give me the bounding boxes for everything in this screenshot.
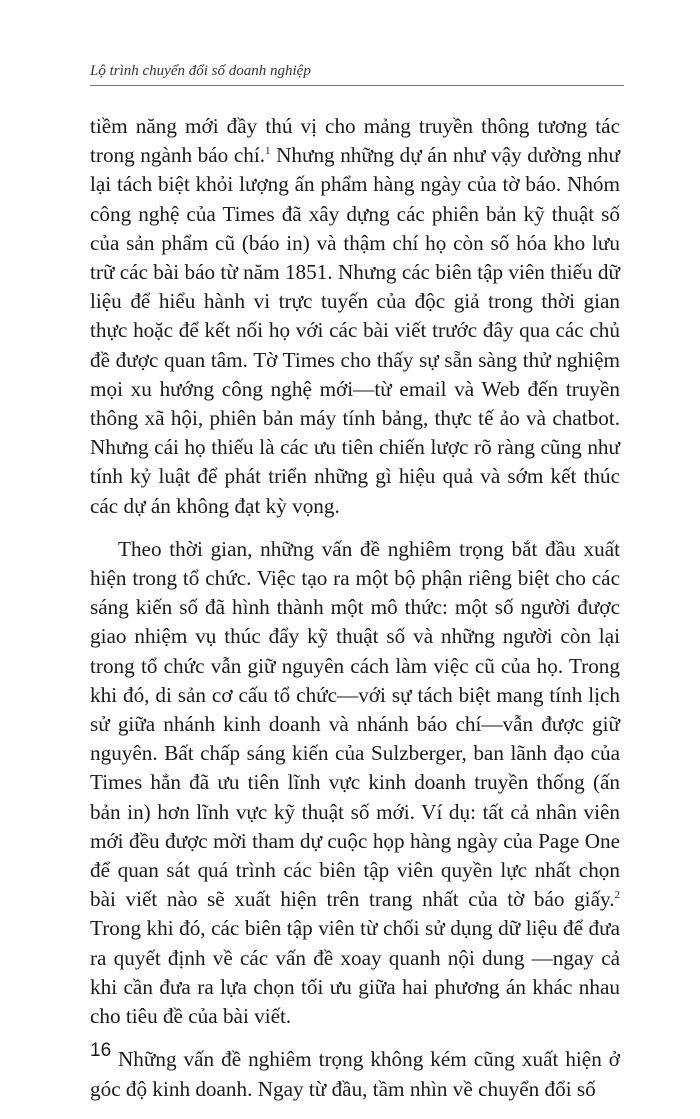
body-text	[90, 112, 620, 1104]
paragraph-1-text-b: Nhưng những dự án như vậy dường như lại tách biệt khỏi lượng ấn phẩm hàng ngày của tờ báo. Nhóm công nghệ của Times đã xây dựng các phiên bản kỹ thuật số của sản phẩm cũ (báo in) và thậm chí họ còn số hóa kho lưu trữ các bài báo từ năm 1851. Nhưng các biên tập viên thiếu dữ liệu để hiểu hành vi trực tuyến của độc giả trong thời gian thực hoặc để kết nối họ với các bài viết trước đây qua các chủ đề được quan tâm. Tờ Times cho thấy sự sẵn sàng thử nghiệm mọi xu hướng công nghệ mới—từ email và Web đến truyền thông xã hội, phiên bản máy tính bảng, thực tế ảo và chatbot. Nhưng cái họ thiếu là các ưu tiên chiến lược rõ ràng cũng như tính kỷ luật để phát triển những gì hiệu quả và sớm kết thúc các dự án không đạt kỳ vọng.	[90, 143, 620, 518]
paragraph-2-text-b: Trong khi đó, các biên tập viên từ chối sử dụng dữ liệu để đưa ra quyết định về các vấn đề xoay quanh nội dung —ngay cả khi cần đưa ra lựa chọn tối ưu giữa hai phương án khác nhau cho tiêu đề của bài viết.	[90, 916, 620, 1029]
paragraph-3	[90, 1045, 620, 1103]
running-header: Lộ trình chuyển đổi số doanh nghiệp	[90, 63, 311, 79]
paragraph-2	[90, 535, 620, 1031]
header-rule	[90, 85, 624, 86]
paragraph-2-text-a: Theo thời gian, những vấn đề nghiêm trọng bắt đầu xuất hiện trong tổ chức. Việc tạo ra một bộ phận riêng biệt cho các sáng kiến số đã hình thành một mô thức: một số người được giao nhiệm vụ thúc đẩy kỹ thuật số và những người còn lại trong tổ chức vẫn giữ nguyên cách làm việc cũ của họ. Trong khi đó, di sản cơ cấu tổ chức—với sự tách biệt mang tính lịch sử giữa nhánh kinh doanh và nhánh báo chí—vẫn được giữ nguyên. Bất chấp sáng kiến của Sulzberger, ban lãnh đạo của Times hẳn đã ưu tiên lĩnh vực kinh doanh truyền thống (ấn bản in) hơn lĩnh vực kỹ thuật số mới. Ví dụ: tất cả nhân viên mới đều được mời tham dự cuộc họp hàng ngày của Page One để quan sát quá trình các biên tập viên quyền lực nhất chọn bài viết nào sẽ xuất hiện trên trang nhất của tờ báo giấy.	[90, 536, 620, 912]
paragraph-1-text-a: tiềm năng mới đầy thú vị cho mảng truyền thông tương tác trong ngành báo chí.	[90, 114, 620, 168]
page-number: 16	[90, 1040, 112, 1061]
paragraph-1	[90, 112, 620, 521]
paragraph-3-text-a: Những vấn đề nghiêm trọng không kém cũng xuất hiện ở góc độ kinh doanh. Ngay từ đầu, tầm nhìn về chuyển đổi số	[90, 1047, 620, 1101]
footnote-marker-2[interactable]: 2	[614, 889, 620, 902]
footnote-marker-1[interactable]: 1	[265, 145, 271, 158]
